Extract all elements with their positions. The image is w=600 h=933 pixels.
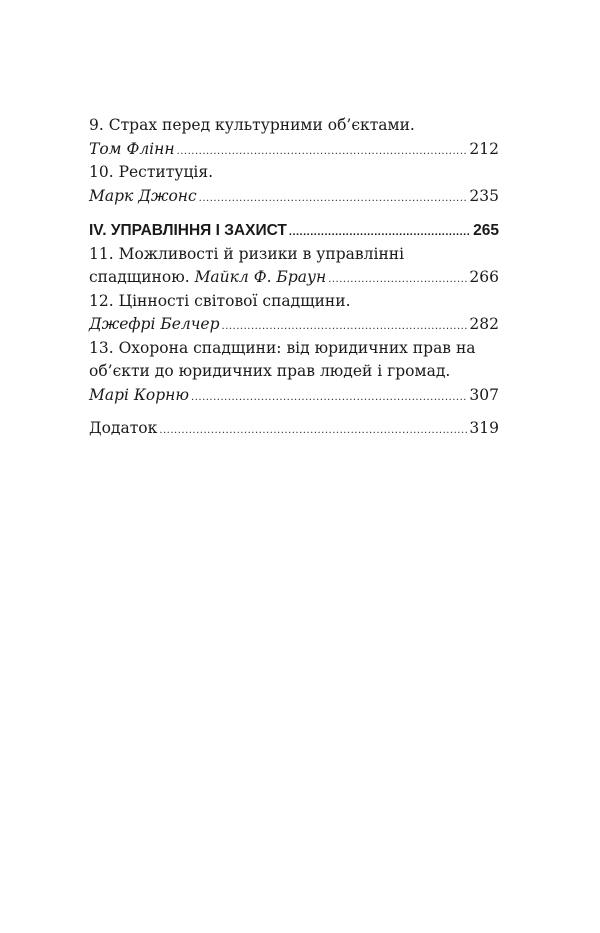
chapter-author: Марк Джонс bbox=[89, 186, 197, 205]
dot-leader bbox=[289, 221, 471, 245]
page-number: 265 bbox=[473, 222, 499, 239]
appendix-title: Додаток bbox=[89, 419, 158, 437]
toc-entry-title bbox=[89, 114, 499, 138]
chapter-author: Джефрі Белчер bbox=[89, 315, 220, 333]
chapter-title: 9. Страх перед культурними об’єктами. bbox=[89, 116, 415, 134]
dot-leader bbox=[191, 386, 467, 410]
toc-entry-author-line bbox=[89, 138, 499, 162]
page-number: 307 bbox=[469, 385, 499, 404]
toc-entry-title bbox=[89, 161, 499, 185]
page-number: 235 bbox=[469, 186, 499, 205]
chapter-author: Майкл Ф. Браун bbox=[194, 268, 327, 286]
toc-entry-title bbox=[89, 337, 499, 361]
chapter-author: Марі Корню bbox=[89, 385, 190, 404]
chapter-title: 12. Цінності світової спадщини. bbox=[89, 291, 351, 310]
dot-leader bbox=[328, 268, 467, 292]
dot-leader bbox=[199, 187, 468, 211]
toc-entry-author-line bbox=[89, 313, 499, 337]
chapter-author: Том Флінн bbox=[89, 139, 175, 158]
toc-entry-author-line bbox=[89, 266, 499, 290]
toc-entry-author-line bbox=[89, 185, 499, 209]
toc-entry-title bbox=[89, 290, 499, 314]
toc-entry-title bbox=[89, 243, 499, 267]
toc-entry-appendix bbox=[89, 417, 499, 441]
table-of-contents bbox=[89, 114, 499, 441]
dot-leader bbox=[159, 419, 467, 443]
dot-leader bbox=[177, 140, 468, 164]
part-title: IV. УПРАВЛІННЯ І ЗАХИСТ bbox=[89, 222, 287, 239]
chapter-title: 13. Охорона спадщини: від юридичних прав на bbox=[89, 338, 476, 357]
chapter-title: 10. Реституція. bbox=[89, 163, 214, 181]
page-number: 212 bbox=[469, 139, 499, 158]
toc-entry-author-line bbox=[89, 384, 499, 408]
page-number: 319 bbox=[469, 419, 499, 437]
page-number: 266 bbox=[469, 268, 499, 286]
chapter-title-continued: спадщиною. bbox=[89, 268, 190, 286]
toc-entry-title-continued bbox=[89, 360, 499, 384]
page-number: 282 bbox=[469, 315, 499, 333]
chapter-title-continued: об’єкти до юридичних прав людей і громад. bbox=[89, 362, 451, 380]
chapter-title: 11. Можливості й ризики в управлінні bbox=[89, 244, 405, 263]
toc-part-heading bbox=[89, 219, 499, 243]
dot-leader bbox=[222, 315, 468, 339]
